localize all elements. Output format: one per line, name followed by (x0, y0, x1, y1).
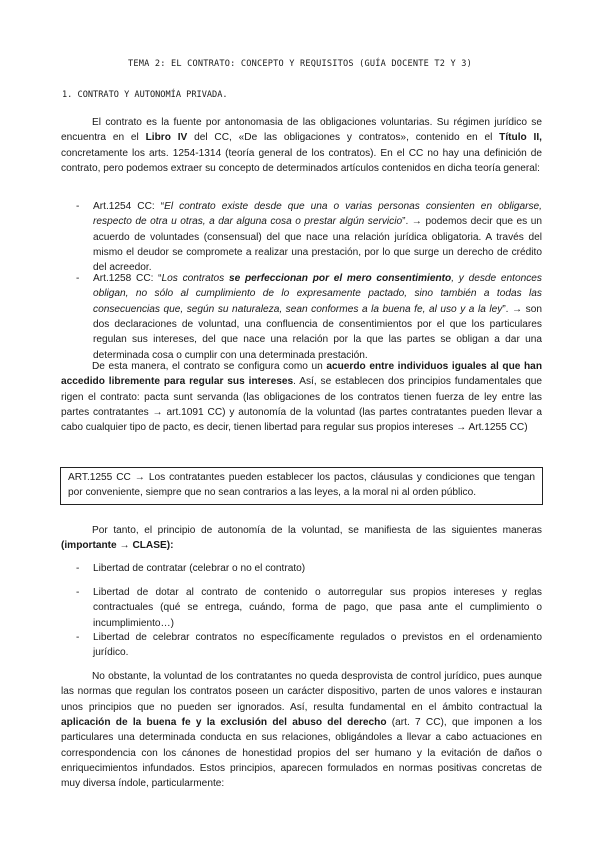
bullet-art1258 (93, 271, 542, 363)
italic-quote: Los contratos (161, 273, 229, 284)
bold-run: (importante → CLASE): (61, 540, 174, 552)
list-dash: - (76, 563, 80, 574)
text-run: . Así, se establecen dos principios fundamentales que rigen el contrato: pacta sunt servanda (las obligaciones de los contratos tienen fuerza de ley entre las partes contratantes → art.1091 CC) y autonomía de la voluntad (las partes contratantes pueden llevar a cabo cualquier tipo de pacto, es decir, tienen libertad para regular sus propios intereses → Art.1255 CC) (61, 376, 542, 434)
bold-run: Título II, (499, 132, 542, 144)
text-run: Por tanto, el principio de autonomía de la voluntad, se manifiesta de las siguientes maneras (92, 525, 542, 536)
text-run: ”. → son dos declaraciones de voluntad, una confluencia de consentimientos por el que los particulares regulan sus intereses, del que nace una relación por la que las partes se obligan a dar una determinada cosa o cumplir con una determinada prestación. (93, 303, 542, 361)
article-1255-box: ART.1255 CC → Los contratantes pueden establecer los pactos, cláusulas y condiciones que tengan por conveniente, siempre que no sean contrarios a las leyes, a la moral ni al orden público. (60, 467, 543, 505)
text-run: del CC, «De las obligaciones y contratos», contenido en el (187, 132, 500, 144)
text-run: El contrato es la fuente por antonomasia de las obligaciones voluntarias. Su régimen jurídico se encuentra en el (61, 117, 542, 144)
bullet-dash: - (76, 273, 80, 284)
section-heading: 1. CONTRATO Y AUTONOMÍA PRIVADA. (62, 90, 228, 100)
bullet-art1254 (93, 199, 542, 276)
bold-run: acuerdo entre individuos iguales al que han accedido libremente para regular sus intereses (61, 361, 542, 388)
text-run: Art.1258 CC: “ (93, 273, 162, 284)
paragraph-autonomy (61, 523, 542, 554)
list-item: Libertad de contratar (celebrar o no el contrato) (93, 563, 306, 574)
text-run: ”. → podemos decir que es un acuerdo de voluntades (consensual) del que nace una relación jurídica obligatoria. A través del mismo el deudor se compromete a realizar una prestación, por lo que surge un derecho de crédito del acreedor. (93, 216, 542, 274)
text-run: (art. 7 CC), que imponen a los particulares una determinada conducta en sus relaciones, obligándoles a llevar a cabo actuaciones en correspondencia con los cánones de honestidad propios del ser humano y la evitación de daños o enriquecimientos infundados. Estos principios, aparecen formulados en normas positivas concretas de muy diversa índole, particularmente: (61, 717, 542, 790)
text-run: De esta manera, el contrato se configura como un (92, 361, 327, 372)
bullet-dash: - (76, 201, 80, 212)
text-run: No obstante, la voluntad de los contratantes no queda desprovista de control jurídico, pues aunque las normas que regulan los contratos poseen un carácter dispositivo, parten de unos valores e instauran unos principios que no pueden ser ignorados. Así, resulta fundamental en el ámbito contractual la (61, 671, 542, 713)
bold-run: aplicación de la buena fe y la exclusión del abuso del derecho (61, 717, 387, 729)
list-item: Libertad de celebrar contratos no específicamente regulados o previstos en el ordenamiento jurídico. (93, 632, 542, 659)
bold-run: Libro IV (145, 132, 188, 144)
italic-quote: El contrato existe desde que una o varias personas consienten en obligarse, respecto de otra u otras, a dar alguna cosa o prestar algún servicio (93, 201, 542, 228)
bold-italic-quote: se perfeccionan por el mero consentimiento (228, 273, 452, 284)
list-dash: - (76, 632, 80, 643)
paragraph-intro (61, 115, 542, 176)
list-dash: - (76, 587, 80, 598)
text-run: concretamente los arts. 1254-1314 (teoría general de los contratos). En el CC no hay una definición de contrato, pero podemos extraer su concepto de determinados artículos contenidos en dicha teoría general: (61, 147, 542, 175)
list-item: Libertad de dotar al contrato de contenido o autorregular sus propios intereses y reglas contractuales (qué se entrega, cuándo, forma de pago, que pasa ante el cumplimiento o incumplimiento…) (93, 587, 542, 629)
document-title: TEMA 2: EL CONTRATO: CONCEPTO Y REQUISITOS (GUÍA DOCENTE T2 Y 3) (128, 59, 472, 69)
paragraph-control (61, 669, 542, 792)
paragraph-principles (61, 359, 542, 436)
italic-quote: , y desde entonces obligan, no sólo al cumplimiento de lo expresamente pactado, sino también a todas las consecuencias que, según su naturaleza, sean conformes a la buena fe, al uso y a la ley (93, 273, 542, 315)
text-run: Art.1254 CC: “ (93, 201, 165, 212)
